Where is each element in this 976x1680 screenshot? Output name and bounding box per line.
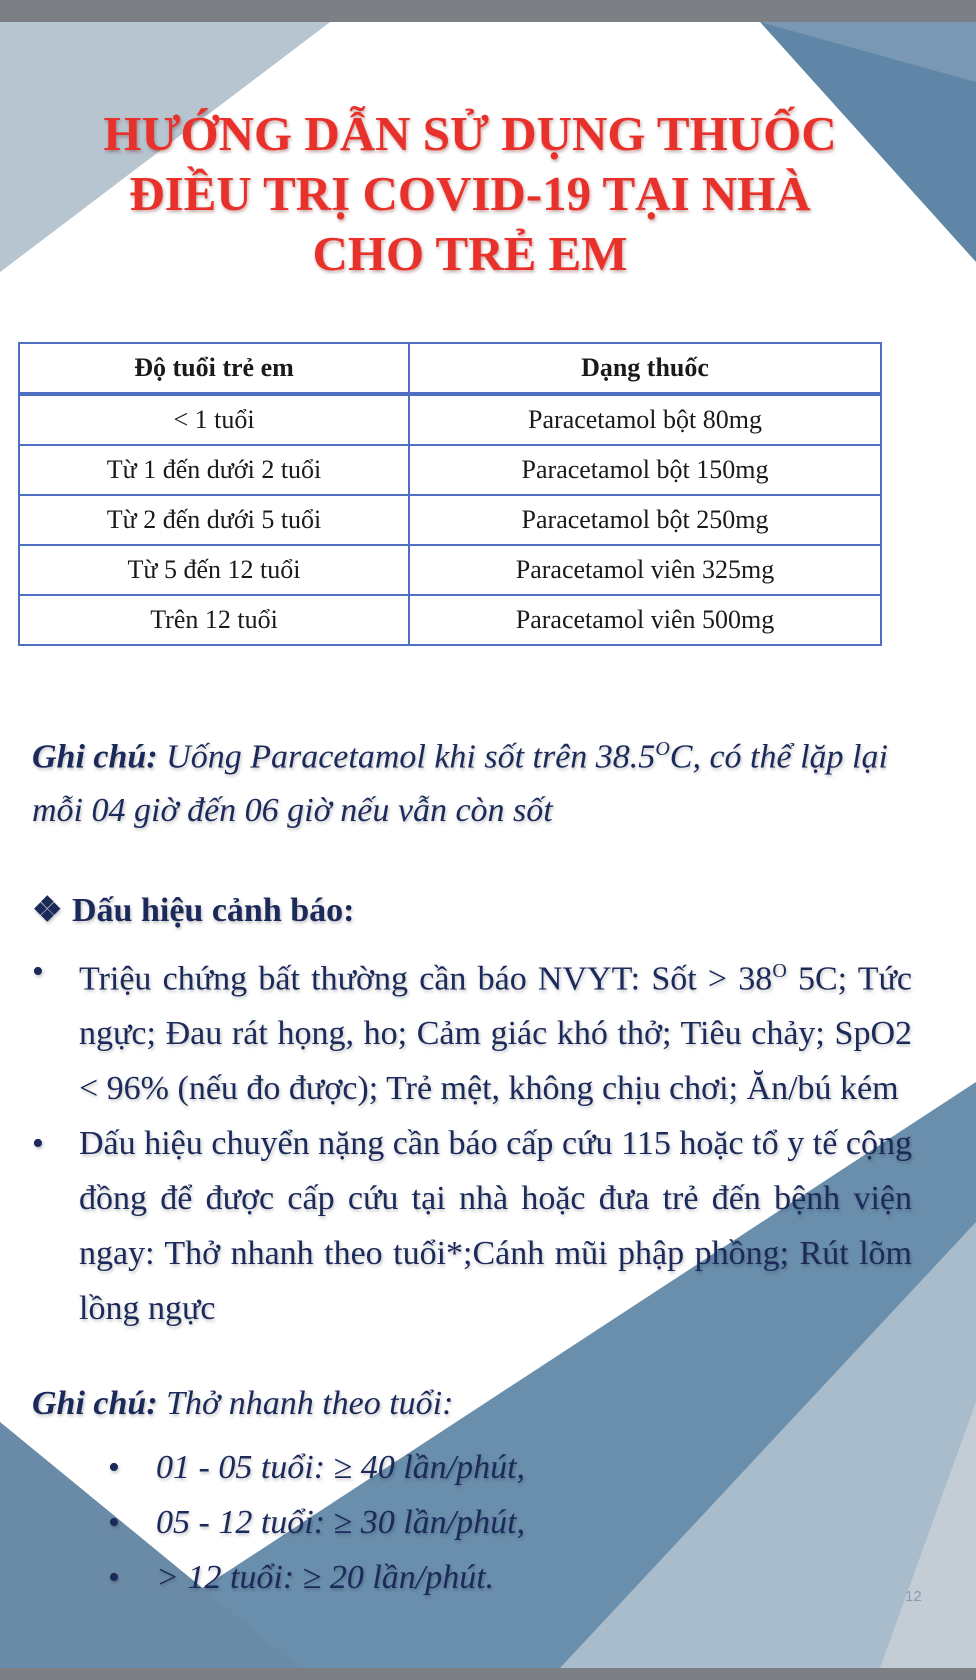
table-row <box>19 495 881 545</box>
list-item <box>108 1495 525 1550</box>
bullet-icon: • <box>32 1125 44 1163</box>
note-label: Ghi chú: <box>32 738 158 776</box>
warning-heading-text: Dấu hiệu cảnh báo: <box>72 892 355 929</box>
warning-item-text-b: 5C; Tức ngực; Đau rát họng, ho; Cảm giác khó thở; Tiêu chảy; SpO2 < 96% (nếu đo được); Trẻ mệt, không chịu chơi; Ăn/bú kém <box>79 960 913 1108</box>
title-line-3: CHO TRẺ EM <box>312 226 628 281</box>
slide-title <box>40 104 900 284</box>
breathing-rate-list <box>108 1440 525 1605</box>
note-text: Thở nhanh theo tuổi: <box>157 1385 454 1422</box>
age-cell: Từ 1 đến dưới 2 tuổi <box>19 445 409 495</box>
table-row <box>19 394 881 445</box>
table-row <box>19 445 881 495</box>
age-cell: Từ 2 đến dưới 5 tuổi <box>19 495 409 545</box>
list-item <box>108 1550 525 1605</box>
medicine-cell: Paracetamol bột 80mg <box>409 394 881 445</box>
header-age: Độ tuổi trẻ em <box>19 343 409 394</box>
note-text-b: C, có thể lặp lại mỗi 04 giờ đến 06 giờ nếu vẫn còn sốt <box>32 738 888 830</box>
age-cell: Trên 12 tuổi <box>19 595 409 645</box>
warning-item-text-a: Triệu chứng bất thường cần báo NVYT: Sốt > 38 <box>79 960 773 998</box>
degree-sup: O <box>655 738 670 760</box>
top-bar <box>0 0 976 22</box>
bullet-icon: • <box>108 1559 120 1596</box>
slide-content <box>0 22 976 1668</box>
diamond-bullet-icon: ❖ <box>32 892 63 929</box>
table-header-row <box>19 343 881 394</box>
medicine-cell: Paracetamol viên 325mg <box>409 545 881 595</box>
note-text-a: Uống Paracetamol khi sốt trên 38.5 <box>157 738 656 776</box>
rate-text: > 12 tuổi: ≥ 20 lần/phút. <box>156 1559 495 1596</box>
table-row <box>19 545 881 595</box>
warning-item <box>32 944 912 1116</box>
age-cell: < 1 tuổi <box>19 394 409 445</box>
bullet-icon: • <box>108 1504 120 1541</box>
medicine-cell: Paracetamol bột 250mg <box>409 495 881 545</box>
note-label: Ghi chú: <box>32 1385 158 1422</box>
medicine-cell: Paracetamol viên 500mg <box>409 595 881 645</box>
medicine-cell: Paracetamol bột 150mg <box>409 445 881 495</box>
warning-item <box>32 1116 912 1336</box>
warning-item-text: Dấu hiệu chuyển nặng cần báo cấp cứu 115 hoặc tổ y tế cộng đồng để được cấp cứu tại nhà hoặc đưa trẻ đến bệnh viện ngay: Thở nhanh theo tuổi*;Cánh mũi phập phồng; Rút lõm lồng ngực <box>79 1125 912 1328</box>
age-cell: Từ 5 đến 12 tuổi <box>19 545 409 595</box>
warning-heading <box>32 890 354 930</box>
title-line-1: HƯỚNG DẪN SỬ DỤNG THUỐC <box>103 106 837 161</box>
dosage-table <box>18 342 882 646</box>
bullet-icon: • <box>108 1449 120 1486</box>
table-row <box>19 595 881 645</box>
rate-text: 01 - 05 tuổi: ≥ 40 lần/phút, <box>156 1449 526 1486</box>
rate-text: 05 - 12 tuổi: ≥ 30 lần/phút, <box>156 1504 526 1541</box>
degree-sup: O <box>772 960 787 982</box>
bullet-icon: • <box>32 953 44 990</box>
breathing-note <box>32 1385 453 1423</box>
title-line-2: ĐIỀU TRỊ COVID-19 TẠI NHÀ <box>129 166 811 221</box>
fever-note <box>32 722 912 838</box>
header-medicine: Dạng thuốc <box>409 343 881 394</box>
page-number: 12 <box>905 1588 922 1605</box>
slide <box>0 22 976 1668</box>
warning-list <box>32 944 912 1336</box>
list-item <box>108 1440 525 1495</box>
bottom-bar <box>0 1668 976 1680</box>
